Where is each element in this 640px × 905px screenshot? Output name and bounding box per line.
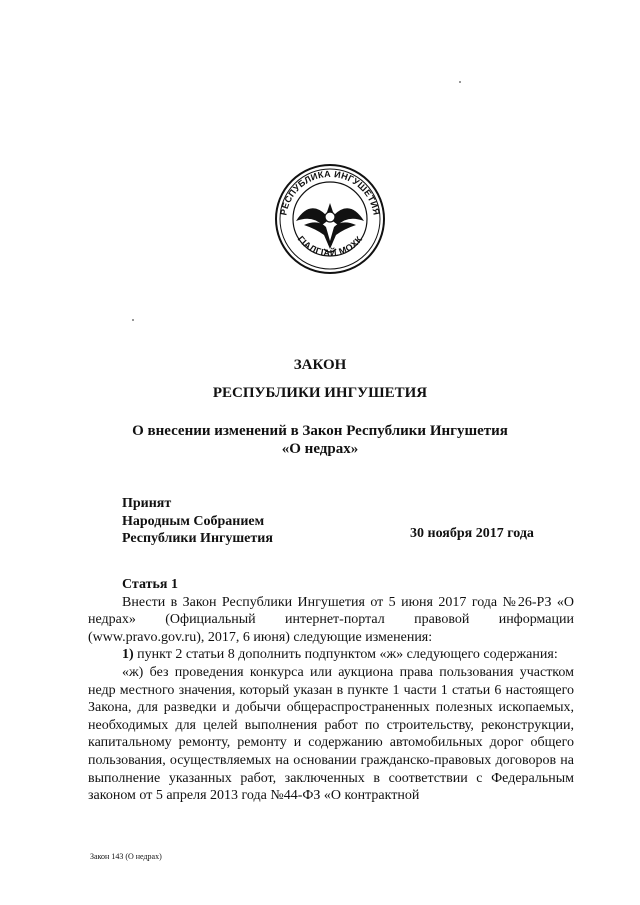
law-subject-line2: «О недрах»	[281, 441, 359, 457]
law-subject-line1: О внесении изменений в Закон Республики Ингушетия	[132, 423, 508, 439]
svg-text:ГІАЛГІАЙ МОХК: ГІАЛГІАЙ МОХК	[295, 234, 365, 259]
adoption-line-2: Народным Собранием	[122, 513, 265, 529]
republic-emblem-seal	[274, 163, 386, 275]
adoption-block	[122, 495, 273, 548]
svg-text:РЕСПУБЛИКА ИНГУШЕТИЯ: РЕСПУБЛИКА ИНГУШЕТИЯ	[278, 168, 382, 217]
article-intro-paragraph: Внести в Закон Республики Ингушетия от 5 июня 2017 года №26-РЗ «О недрах» (Официальный интернет-портал правовой информации (www.pravo.gov.ru), 2017, 6 июня) следующие изменения:	[88, 594, 574, 645]
item-1-text: пункт 2 статьи 8 дополнить подпунктом «ж» следующего содержания:	[133, 647, 558, 663]
scan-speck	[132, 319, 134, 321]
footer-filename: Закон 143 (О недрах)	[90, 852, 162, 861]
jurisdiction-title: РЕСПУБЛИКИ ИНГУШЕТИЯ	[212, 385, 428, 401]
item-1-number: 1)	[122, 647, 134, 663]
adoption-line-3: Республики Ингушетия	[122, 531, 273, 546]
subitem-zh-paragraph: «ж) без проведения конкурса или аукциона права пользования участком недр местного значения, который указан в пункте 1 части 1 статьи 6 настоящего Закона, для разведки и добычи общераспространенных полезных ископаемых, необходимых для целей выполнения работ по строительству, реконструкции, капитальному ремонту, ремонту и содержанию автомобильных дорог общего пользования, осуществляемых на основании гражданско-правовых договоров на выполнение указанных работ, заключенных в соответствии с Федеральным законом от 5 апреля 2013 года №44-ФЗ «О контрактной	[88, 664, 574, 804]
article-heading: Статья 1	[122, 577, 178, 592]
adoption-date: 30 ноября 2017 года	[410, 526, 534, 541]
scan-speck	[459, 81, 461, 83]
item-1-paragraph	[88, 646, 574, 664]
svg-text:✦: ✦	[327, 243, 333, 249]
adoption-line-1: Принят	[122, 496, 172, 511]
article-body	[88, 576, 574, 805]
document-type: ЗАКОН	[293, 357, 347, 373]
